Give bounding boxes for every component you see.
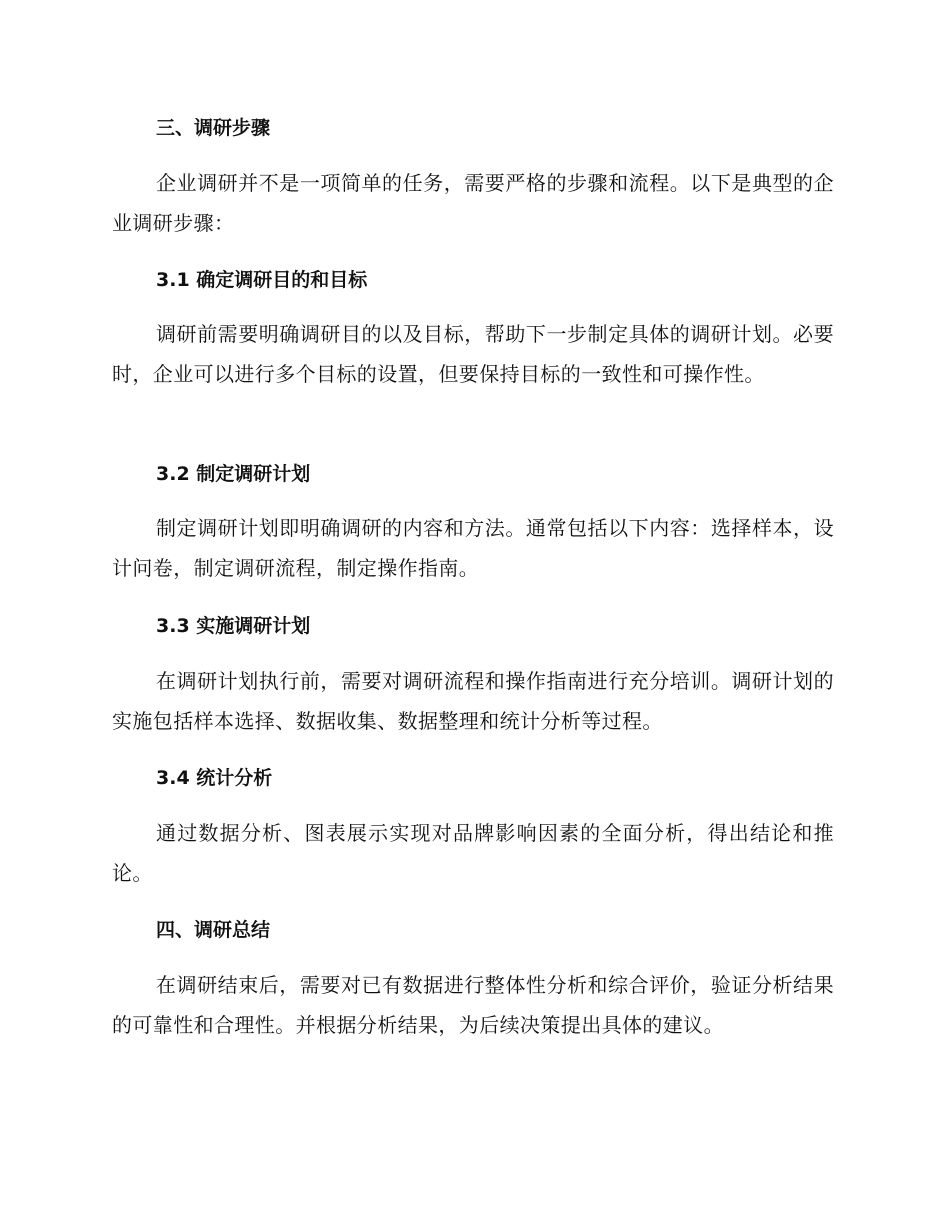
section-heading-steps: 三、调研步骤: [156, 117, 271, 139]
section-heading-summary: 四、调研总结: [156, 919, 271, 941]
subsection-heading-3-2: 3.2 制定调研计划: [156, 463, 311, 485]
subsection-paragraph-3-4: 通过数据分析、图表展示实现对品牌影响因素的全面分析，得出结论和推论。: [112, 821, 834, 885]
subsection-heading-3-4: 3.4 统计分析: [156, 767, 273, 789]
subsection-paragraph-3-1: 调研前需要明确调研目的以及目标，帮助下一步制定具体的调研计划。必要时，企业可以进行多个目标的设置，但要保持目标的一致性和可操作性。: [112, 322, 834, 386]
subsection-heading-3-1: 3.1 确定调研目的和目标: [156, 269, 368, 291]
subsection-paragraph-3-2: 制定调研计划即明确调研的内容和方法。通常包括以下内容：选择样本，设计问卷，制定调研流程，制定操作指南。: [112, 516, 834, 580]
subsection-paragraph-3-3: 在调研计划执行前，需要对调研流程和操作指南进行充分培训。调研计划的实施包括样本选择、数据收集、数据整理和统计分析等过程。: [112, 669, 834, 733]
section-paragraph-steps: 企业调研并不是一项简单的任务，需要严格的步骤和流程。以下是典型的企业调研步骤：: [112, 171, 834, 235]
subsection-heading-3-3: 3.3 实施调研计划: [156, 615, 311, 637]
section-paragraph-summary: 在调研结束后，需要对已有数据进行整体性分析和综合评价，验证分析结果的可靠性和合理性。并根据分析结果，为后续决策提出具体的建议。: [112, 973, 834, 1037]
